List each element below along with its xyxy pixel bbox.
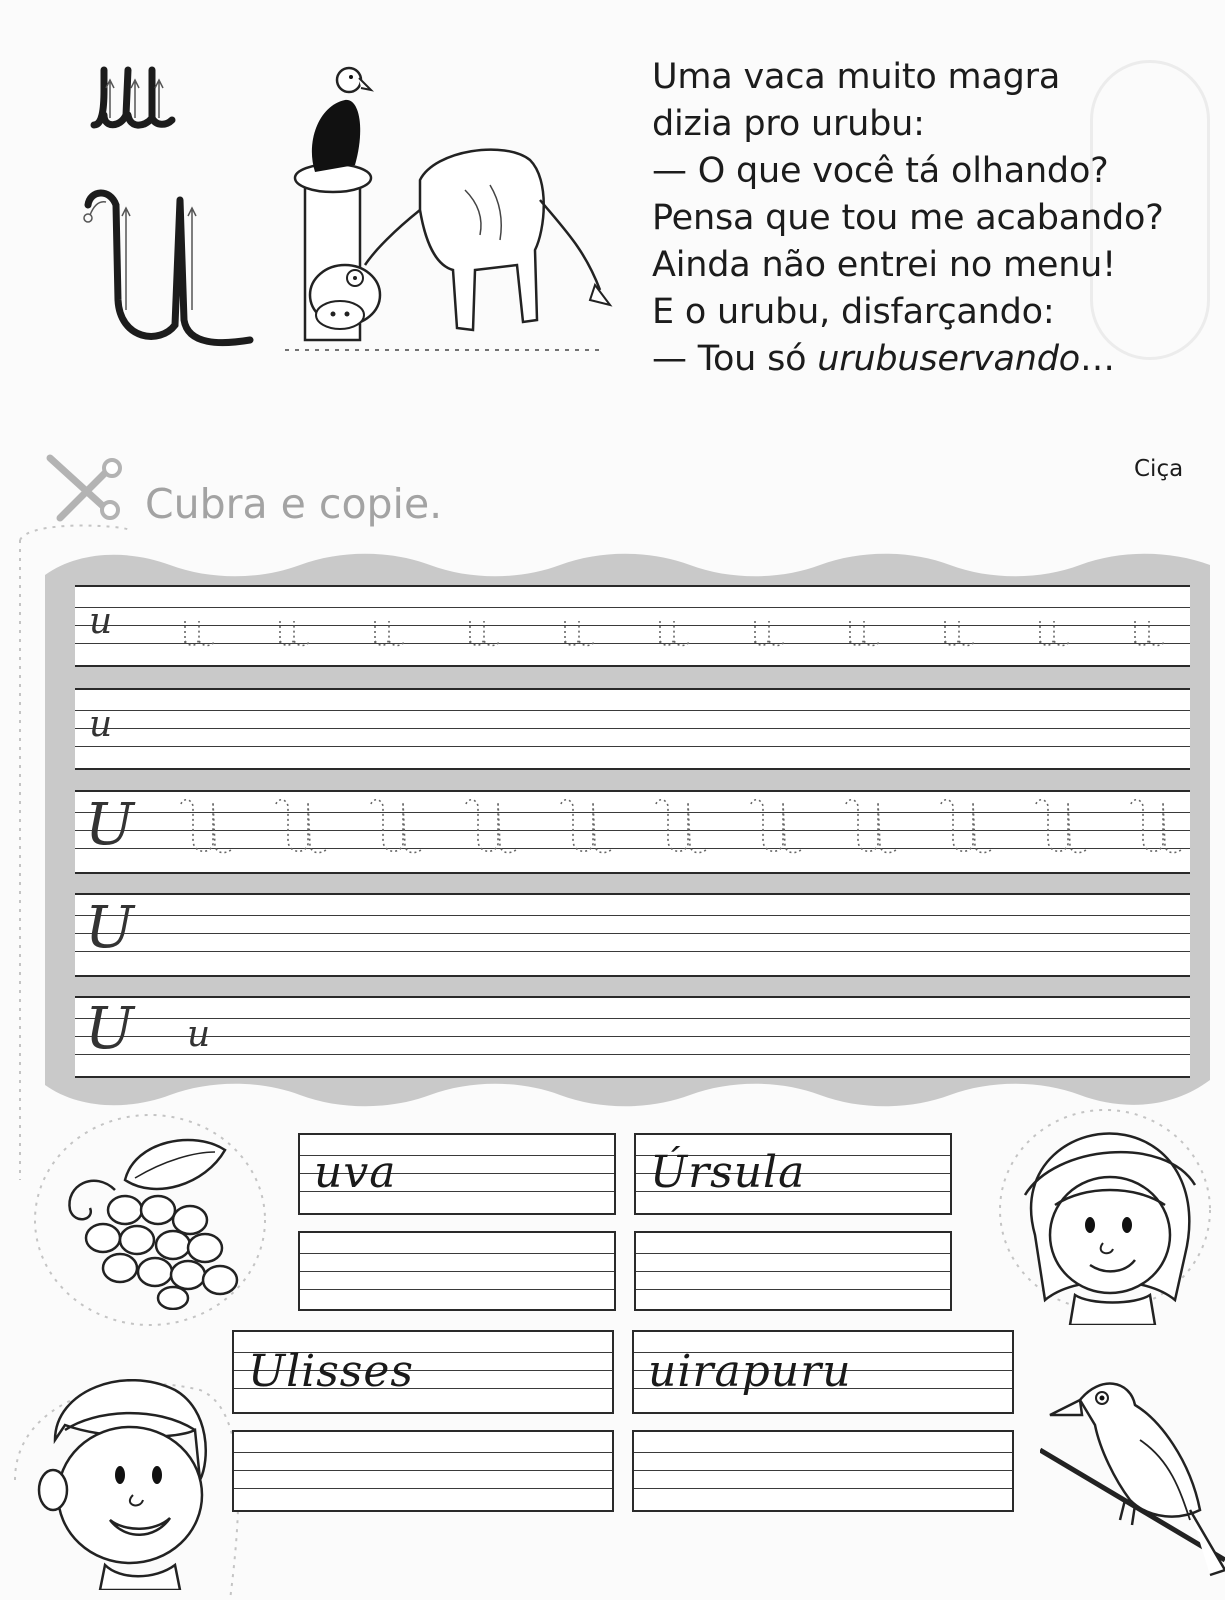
model-glyph: U [85,790,134,858]
poem-author: Ciça [1134,456,1184,482]
word-box-copy[interactable] [232,1430,614,1512]
poem-line: — O que você tá olhando? [652,151,1109,191]
word-box-copy[interactable] [632,1430,1014,1512]
practice-row-2[interactable] [75,688,1190,770]
vulture-and-cow-illustration [285,60,615,360]
model-word: Ulisses [248,1346,415,1397]
model-glyph: U [85,893,134,961]
practice-row-5[interactable] [75,996,1190,1078]
word-box-model [232,1330,614,1414]
grapes-icon [55,1130,245,1310]
model-letters [80,40,280,370]
model-glyph: u [89,601,113,642]
poem-last-line [652,336,1212,383]
boy-face-icon [25,1370,225,1590]
poem-line: dizia pro urubu: [652,104,925,144]
poem-line: E o urubu, disfarçando: [652,292,1055,332]
poem-last-line-suffix: … [1079,339,1115,379]
cursive-u-model-icon [80,40,280,370]
model-glyph: u [89,704,113,745]
word-box-model [634,1133,952,1215]
word-box-copy[interactable] [634,1231,952,1311]
word-box-model [632,1330,1014,1414]
poem [652,54,1212,383]
poem-line: Uma vaca muito magra [652,57,1061,97]
practice-row-4[interactable] [75,893,1190,977]
model-glyph-small: u [187,1014,211,1055]
poem-line: Ainda não entrei no menu! [652,245,1116,285]
instruction-heading: Cubra e copie. [145,480,443,528]
word-box-copy[interactable] [298,1231,616,1311]
model-word: uirapuru [648,1346,852,1397]
poem-last-line-prefix: — Tou só [652,339,818,379]
practice-row-1[interactable] [75,585,1190,667]
word-box-model [298,1133,616,1215]
traced-capital-u-guides [175,796,1185,856]
poem-italic-word: urubuservando [817,339,1080,379]
poem-line: Pensa que tou me acabando? [652,198,1164,238]
traced-u-guides [175,611,1185,647]
model-word: Úrsula [650,1147,806,1198]
model-glyph-capital: U [85,994,134,1062]
practice-row-3[interactable] [75,790,1190,874]
bird-icon [1040,1360,1225,1580]
model-word: uva [314,1147,397,1198]
girl-face-icon [1015,1125,1205,1325]
